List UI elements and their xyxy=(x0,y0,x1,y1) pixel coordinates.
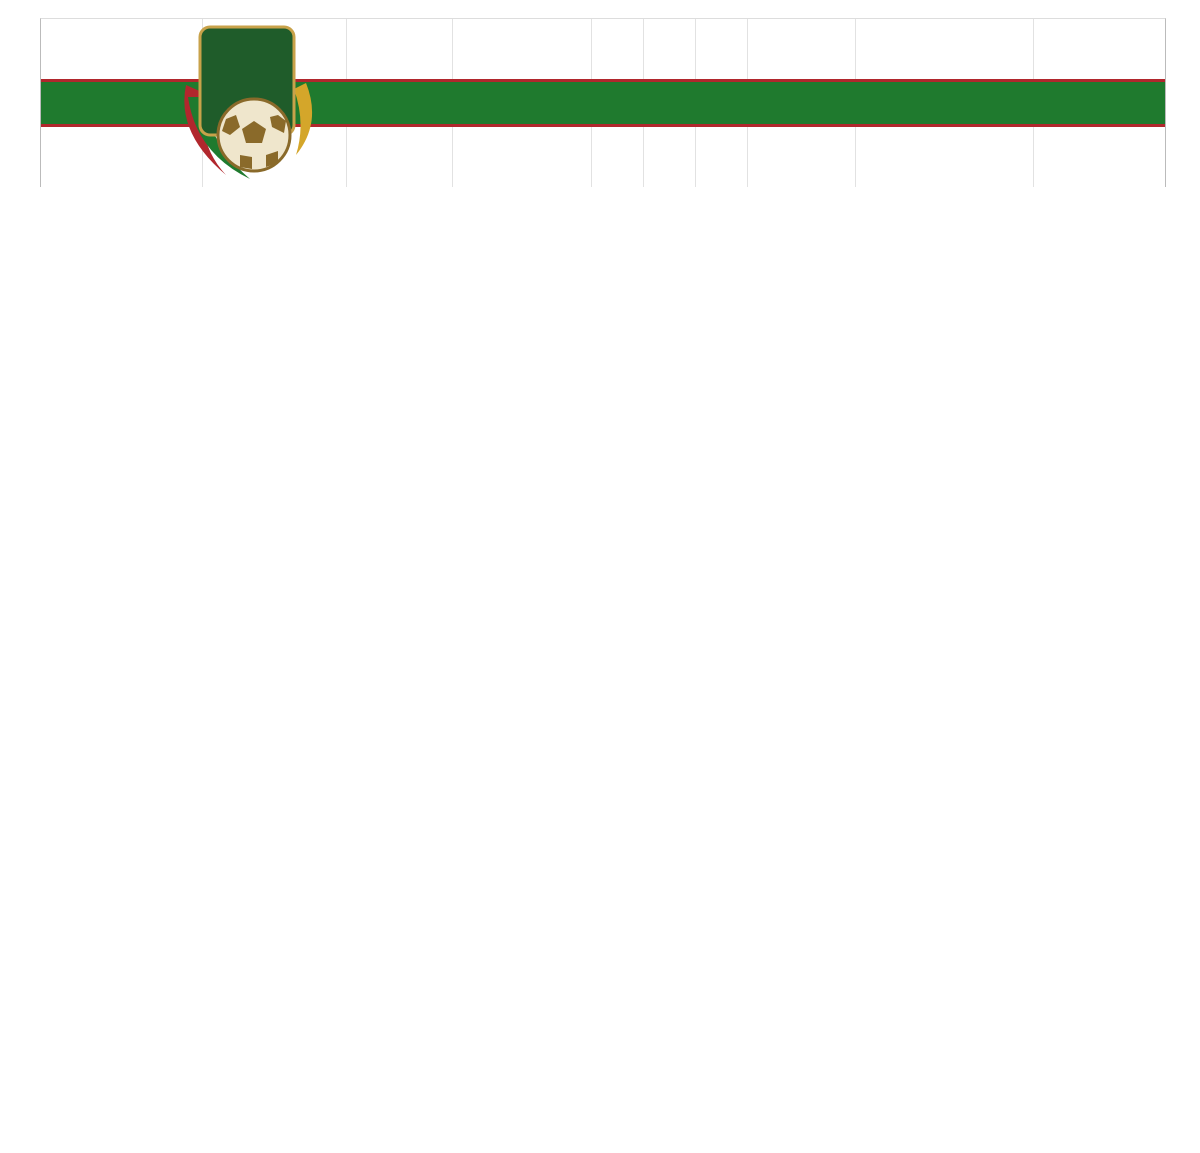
fbf-logo xyxy=(166,23,326,183)
header-area xyxy=(40,18,1166,187)
